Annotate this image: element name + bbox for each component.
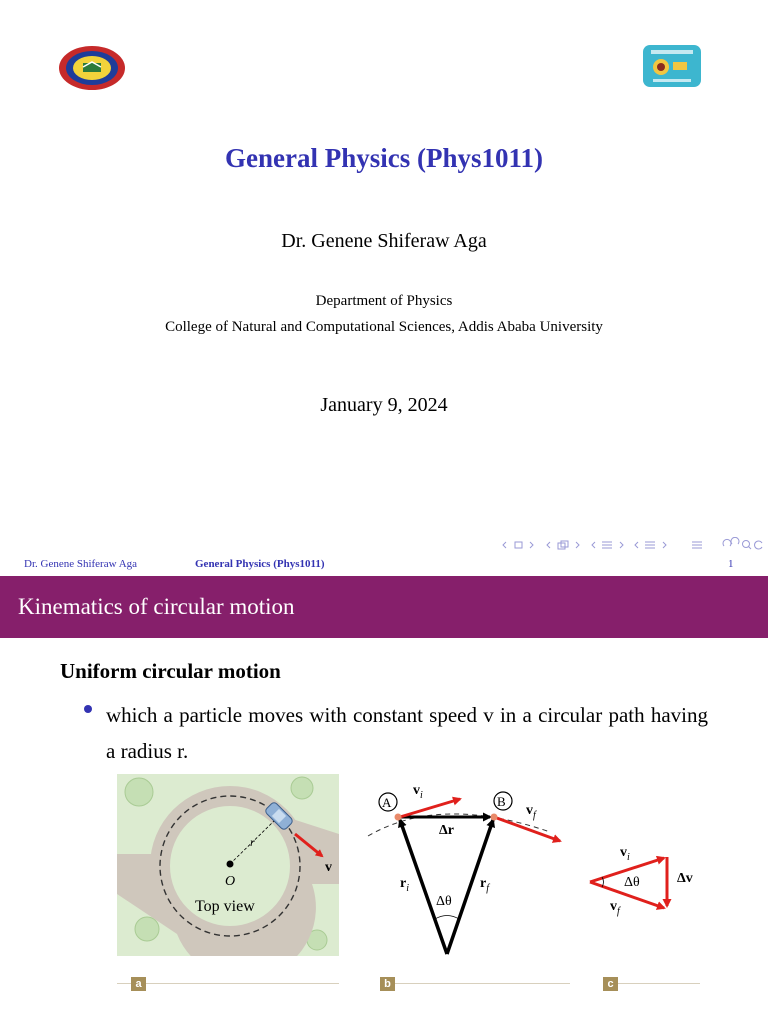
nav-next-section-icon xyxy=(620,542,623,548)
nav-frame-icon xyxy=(515,542,522,548)
vf-label: v xyxy=(526,803,533,818)
frame-title-banner xyxy=(0,576,768,638)
panel-label-c: c xyxy=(603,977,618,991)
point-b-marker xyxy=(494,792,512,810)
nav-document-icon xyxy=(692,542,702,548)
nav-prev-frame-icon xyxy=(503,542,506,548)
point-a-label: A xyxy=(382,795,392,810)
svg-text:ri xyxy=(400,876,409,894)
center-label: O xyxy=(225,874,236,889)
delta-v-label: Δv xyxy=(677,871,693,886)
panel-label-b: b xyxy=(380,977,395,991)
point-b-label: B xyxy=(497,794,506,809)
department-badge-logo xyxy=(643,45,701,87)
vi-subscript: i xyxy=(627,852,630,863)
delta-r-label: Δr xyxy=(439,823,454,838)
vf-subscript: f xyxy=(533,810,536,821)
college: College of Natural and Computational Sciences, Addis Ababa University xyxy=(165,319,603,335)
svg-text:vf xyxy=(610,899,621,917)
nav-forward-icon xyxy=(731,537,739,544)
affiliation xyxy=(0,288,768,340)
nav-next-chapter-icon xyxy=(663,542,666,548)
vf-label: v xyxy=(610,899,617,914)
figure-b-position-vectors xyxy=(360,774,570,956)
nav-section-icon xyxy=(602,542,612,548)
vi-subscript: i xyxy=(420,790,423,801)
vi-arrow xyxy=(400,799,460,817)
presentation-date: January 9, 2024 xyxy=(320,394,448,416)
rf-label: r xyxy=(480,876,487,891)
vf-arrow xyxy=(494,817,560,841)
footer-author: Dr. Genene Shiferaw Aga xyxy=(24,558,138,570)
beamer-navigation-symbols[interactable] xyxy=(500,537,766,553)
footer-title: General Physics (Phys1011) xyxy=(195,558,325,570)
presentation-title: General Physics (Phys1011) xyxy=(225,143,543,173)
figure-a-top-view xyxy=(117,774,339,956)
nav-search-icon xyxy=(743,541,750,548)
rf-subscript: f xyxy=(486,883,489,894)
view-label: Top view xyxy=(195,898,255,915)
nav-next-subsection-icon xyxy=(576,542,579,548)
nav-next-frame-icon xyxy=(530,542,533,548)
bullet-text: which a particle moves with constant speed v in a circular path having a radius r. xyxy=(106,703,708,763)
ri-label: r xyxy=(400,876,407,891)
angle-arc xyxy=(435,916,459,920)
center-point xyxy=(227,861,234,868)
frame-title: Kinematics of circular motion xyxy=(18,594,295,619)
delta-theta-label: Δθ xyxy=(624,875,640,890)
nav-back-icon xyxy=(723,539,731,546)
bullet-icon xyxy=(84,705,92,713)
nav-chapter-icon xyxy=(645,542,655,548)
author-name: Dr. Genene Shiferaw Aga xyxy=(281,230,487,252)
nav-prev-chapter-icon xyxy=(635,542,638,548)
footer-page-number: 1 xyxy=(728,558,734,570)
nav-prev-section-icon xyxy=(592,542,595,548)
section-heading: Uniform circular motion xyxy=(60,659,281,683)
vi-label: v xyxy=(413,783,420,798)
department: Department of Physics xyxy=(315,293,453,309)
svg-text:rf xyxy=(480,876,490,894)
caption-rule-a xyxy=(117,983,339,984)
ri-subscript: i xyxy=(406,883,409,894)
svg-text:vi xyxy=(620,845,630,863)
nav-prev-subsection-icon xyxy=(547,542,550,548)
vi-label: v xyxy=(620,845,627,860)
caption-rule-b xyxy=(380,983,570,984)
figure-c-velocity-triangle xyxy=(580,830,700,920)
nav-loop-icon xyxy=(755,541,762,549)
svg-text:vi xyxy=(413,783,423,801)
panel-label-a: a xyxy=(131,977,146,991)
velocity-label: v xyxy=(325,860,332,875)
delta-theta-label: Δθ xyxy=(436,894,452,909)
point-a-marker xyxy=(379,793,397,811)
vf-subscript: f xyxy=(617,906,620,917)
svg-text:vf xyxy=(526,803,537,821)
radius-label: r xyxy=(250,835,255,849)
university-seal-logo xyxy=(58,45,126,91)
